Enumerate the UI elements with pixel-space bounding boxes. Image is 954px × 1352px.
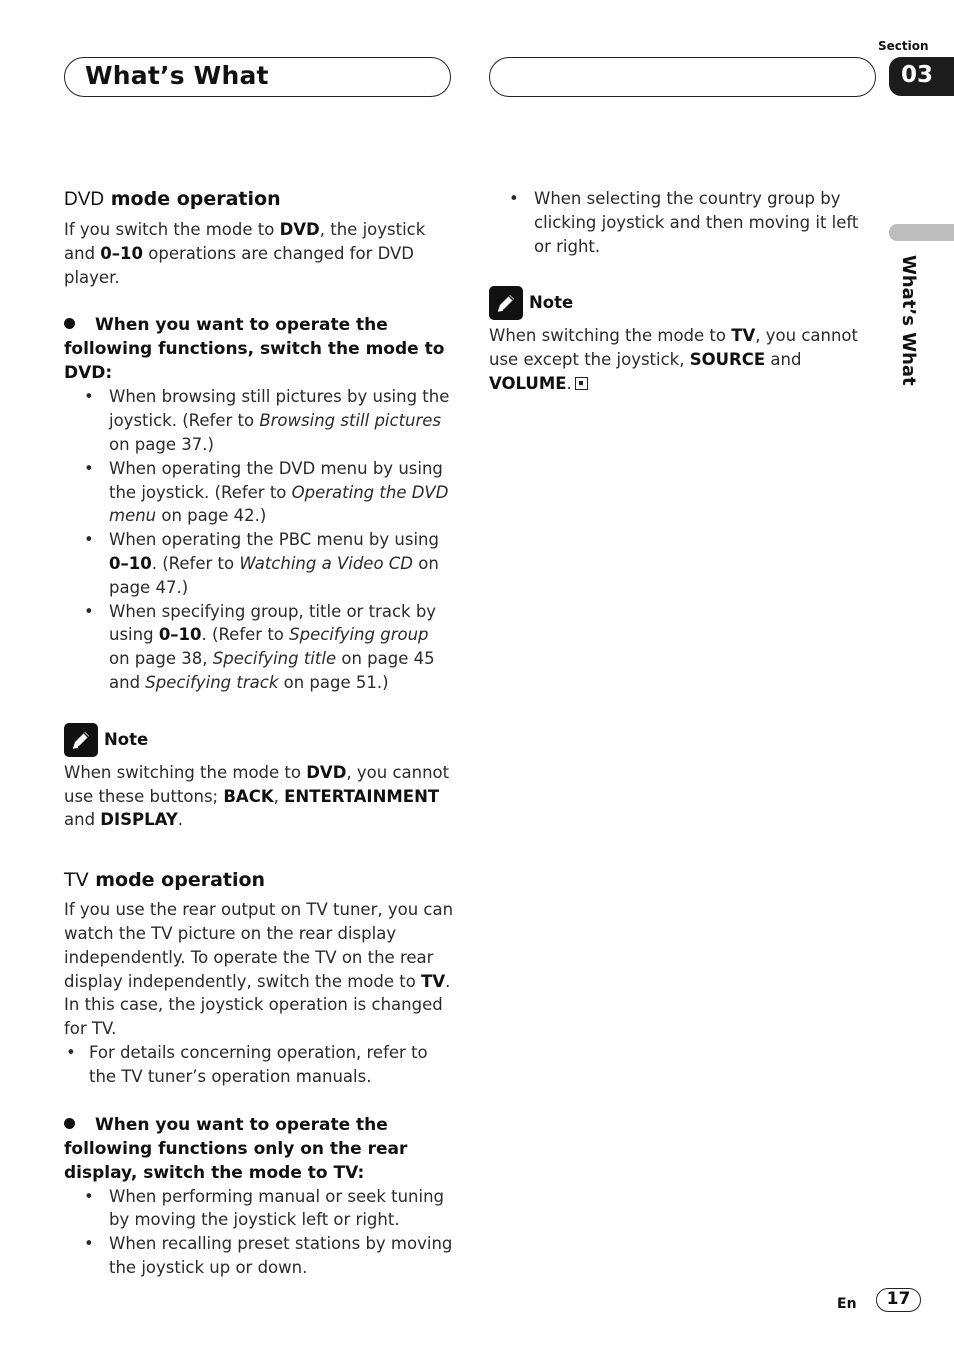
dvd-heading-rest: mode operation bbox=[104, 188, 281, 210]
tv-mode-heading bbox=[64, 868, 454, 892]
bullet-icon: • bbox=[84, 1186, 94, 1206]
dvd-lead-text: When you want to operate the following functions, switch the mode to DVD: bbox=[64, 315, 445, 384]
list-item-text: When performing manual or seek tuning by moving the joystick left or right. bbox=[109, 1186, 445, 1230]
tv-function-list bbox=[64, 1185, 454, 1280]
section-tab bbox=[889, 57, 954, 96]
bold-run: DISPLAY bbox=[100, 810, 178, 830]
note-pencil-icon bbox=[64, 723, 98, 757]
text-run: , bbox=[273, 786, 285, 806]
right-column bbox=[489, 187, 871, 396]
language-label: En bbox=[837, 1296, 857, 1312]
bullet-dot-icon bbox=[64, 1118, 75, 1129]
page-title: What’s What bbox=[85, 61, 269, 90]
text-run: If you switch the mode to bbox=[64, 220, 280, 239]
note-heading-1 bbox=[64, 723, 454, 757]
text-run: on page 38, bbox=[109, 649, 213, 669]
tv-intro bbox=[64, 898, 454, 1041]
header-blank-frame bbox=[489, 57, 876, 97]
bold-run: 0–10 bbox=[100, 243, 143, 263]
header-title-frame bbox=[64, 57, 451, 97]
bullet-icon: • bbox=[84, 601, 94, 621]
bullet-dot-icon bbox=[64, 318, 75, 329]
note-1-text bbox=[64, 761, 454, 832]
text-run: and bbox=[64, 810, 101, 830]
section-number: 03 bbox=[901, 62, 934, 88]
page-number: 17 bbox=[876, 1288, 921, 1312]
side-tab-marker bbox=[889, 224, 954, 241]
text-run: operations are changed for DVD player. bbox=[64, 243, 415, 287]
bullet-icon: • bbox=[84, 530, 94, 550]
dvd-heading-prefix: DVD bbox=[64, 189, 105, 210]
bold-run: ENTERTAINMENT bbox=[284, 786, 440, 806]
italic-run: Specifying title bbox=[212, 649, 337, 669]
text-run: and bbox=[765, 350, 802, 370]
list-item bbox=[64, 1232, 454, 1280]
tv-heading-rest: mode operation bbox=[88, 869, 266, 892]
dvd-mode-heading bbox=[64, 187, 454, 212]
note-2-text bbox=[489, 324, 871, 395]
bold-run: VOLUME bbox=[489, 373, 567, 393]
left-column bbox=[64, 187, 454, 1280]
text-run: on page 42.) bbox=[156, 506, 267, 526]
text-run: When operating the PBC menu by using bbox=[109, 530, 439, 550]
bullet-icon: • bbox=[509, 189, 519, 208]
bold-run: BACK bbox=[223, 786, 274, 806]
list-item bbox=[64, 528, 454, 599]
tv-lead bbox=[64, 1113, 454, 1185]
text-run: If you use the rear output on TV tuner, you can watch the TV picture on the rear display independently. To operate the TV on the rear display independently, switch the mode to bbox=[64, 900, 454, 991]
list-item bbox=[64, 457, 454, 528]
text-run: . (Refer to bbox=[151, 553, 240, 573]
tv-detail-list bbox=[64, 1041, 454, 1089]
note-pencil-icon bbox=[489, 286, 523, 320]
bold-run: 0–10 bbox=[158, 625, 202, 645]
tv-function-list-continued bbox=[489, 187, 871, 258]
text-run: When switching the mode to bbox=[64, 762, 307, 782]
section-label: Section bbox=[878, 39, 929, 53]
bold-run: TV bbox=[731, 326, 756, 346]
bullet-icon: • bbox=[84, 458, 94, 478]
list-item-text: When recalling preset stations by moving the joystick up or down. bbox=[109, 1234, 453, 1277]
dvd-intro bbox=[64, 218, 454, 289]
list-item-text: When selecting the country group by clicking joystick and then moving it left or right. bbox=[534, 189, 859, 256]
italic-run: Operating the DVD menu bbox=[109, 482, 449, 526]
bold-run: 0–10 bbox=[109, 553, 152, 573]
list-item bbox=[64, 385, 454, 456]
bullet-icon: • bbox=[84, 1234, 94, 1254]
italic-run: Browsing still pictures bbox=[259, 411, 442, 431]
list-item bbox=[64, 1041, 454, 1089]
text-run: . bbox=[566, 373, 572, 393]
dvd-function-list bbox=[64, 385, 454, 694]
text-run: . (Refer to bbox=[201, 625, 290, 645]
text-run: , you cannot use except the joystick, bbox=[489, 326, 858, 370]
dvd-lead bbox=[64, 313, 454, 385]
bold-run: DVD bbox=[279, 220, 320, 239]
bullet-icon: • bbox=[84, 387, 94, 407]
note-label: Note bbox=[529, 293, 574, 313]
text-run: on page 47.) bbox=[109, 553, 439, 597]
text-run: When specifying group, title or track by using bbox=[109, 601, 437, 645]
italic-run: Watching a Video CD bbox=[239, 553, 414, 573]
list-item bbox=[64, 600, 454, 695]
note-heading-2 bbox=[489, 286, 871, 320]
italic-run: Specifying group bbox=[289, 625, 429, 645]
bullet-icon: • bbox=[66, 1042, 76, 1062]
tv-heading-prefix: TV bbox=[64, 869, 89, 892]
list-item bbox=[489, 187, 871, 258]
note-label: Note bbox=[104, 729, 149, 749]
list-item bbox=[64, 1185, 454, 1233]
bold-run: TV bbox=[421, 971, 446, 991]
bold-run: DVD bbox=[306, 762, 347, 782]
italic-run: Specifying track bbox=[145, 672, 279, 692]
text-run: When switching the mode to bbox=[489, 326, 732, 346]
text-run: When operating the DVD menu by using the joystick. (Refer to bbox=[109, 458, 443, 502]
tv-lead-text: When you want to operate the following functions only on the rear display, switch the mode to TV: bbox=[64, 1114, 408, 1183]
text-run: on page 45 and bbox=[109, 649, 435, 692]
text-run: on page 37.) bbox=[109, 434, 214, 454]
text-run: on page 51.) bbox=[278, 672, 389, 692]
text-run: , you cannot use these buttons; bbox=[64, 762, 450, 806]
text-run: When browsing still pictures by using the joystick. (Refer to bbox=[109, 387, 450, 431]
text-run: , the joystick and bbox=[64, 220, 426, 263]
end-mark-icon bbox=[575, 377, 588, 390]
text-run: . In this case, the joystick operation is changed for TV. bbox=[64, 971, 451, 1039]
tv-detail-text: For details concerning operation, refer to the TV tuner’s operation manuals. bbox=[89, 1042, 428, 1086]
bold-run: SOURCE bbox=[689, 350, 766, 370]
side-tab-label: What’s What bbox=[898, 255, 919, 386]
text-run: . bbox=[177, 810, 184, 830]
